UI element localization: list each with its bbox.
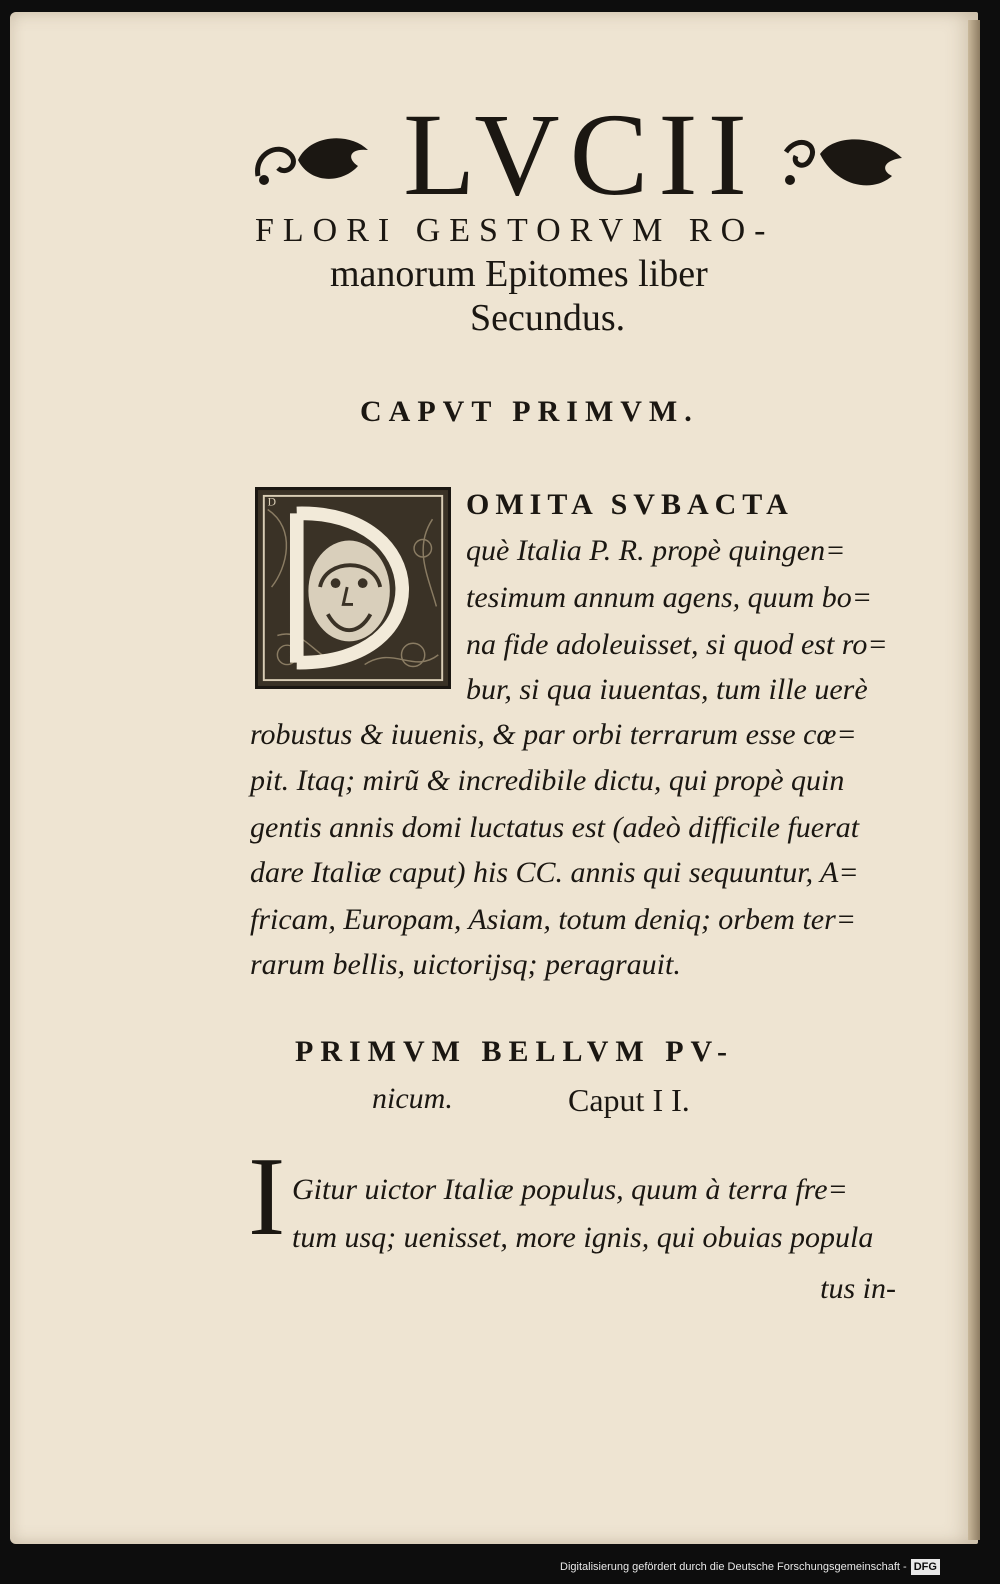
text-line: Gitur uictor Italiæ populus, quum à terra fre= xyxy=(292,1173,848,1206)
decorated-initial-d xyxy=(255,487,451,689)
text-line: na fide adoleuisset, si quod est ro= xyxy=(466,628,888,661)
text-line: què Italia P. R. propè quingen= xyxy=(466,534,846,567)
chapter-1-lead: OMITA SVBACTA xyxy=(466,488,794,521)
text-line: rarum bellis, uictorijsq; peragrauit. xyxy=(250,948,681,981)
text-line: dare Italiæ caput) his CC. annis qui sequuntur, A= xyxy=(250,856,859,889)
right-leaf-ornament-icon xyxy=(780,114,910,194)
subtitle-line-1: FLORI GESTORVM RO- xyxy=(255,212,775,249)
subtitle-line-2: manorum Epitomes liber xyxy=(330,253,708,295)
chapter-2-caput-label: Caput I I. xyxy=(568,1082,690,1118)
chapter-2-heading: PRIMVM BELLVM PV- xyxy=(295,1035,734,1068)
page-edge xyxy=(968,20,980,1540)
subtitle-line-3: Secundus. xyxy=(470,297,626,339)
text-line: fricam, Europam, Asiam, totum deniq; orbem ter= xyxy=(250,903,857,936)
text-line: gentis annis domi luctatus est (adeò difficile fuerat xyxy=(250,811,860,844)
text-line: pit. Itaq; mirũ & incredibile dictu, qui propè quin xyxy=(250,764,845,797)
drop-initial-i: I xyxy=(248,1135,286,1259)
text-line: robustus & iuuenis, & par orbi terrarum esse cœ= xyxy=(250,718,857,751)
main-title: LVCII xyxy=(403,89,757,220)
footer-credit-text: Digitalisierung gefördert durch die Deutsche Forschungsgemeinschaft - xyxy=(560,1561,907,1573)
title-row xyxy=(250,89,900,220)
catchword: tus in- xyxy=(820,1272,896,1305)
chapter-1-heading: CAPVT PRIMVM. xyxy=(360,395,699,428)
footer-credit xyxy=(560,1554,995,1580)
left-leaf-ornament-icon xyxy=(250,114,380,194)
text-line: bur, si qua iuuentas, tum ille uerè xyxy=(466,673,868,706)
text-line: tesimum annum agens, quum bo= xyxy=(466,581,873,614)
initial-letter: D xyxy=(267,495,277,509)
dfg-logo: DFG xyxy=(911,1559,940,1575)
chapter-2-heading-word: nicum. xyxy=(372,1082,453,1115)
text-line: tum usq; uenisset, more ignis, qui obuias popula xyxy=(292,1221,874,1254)
